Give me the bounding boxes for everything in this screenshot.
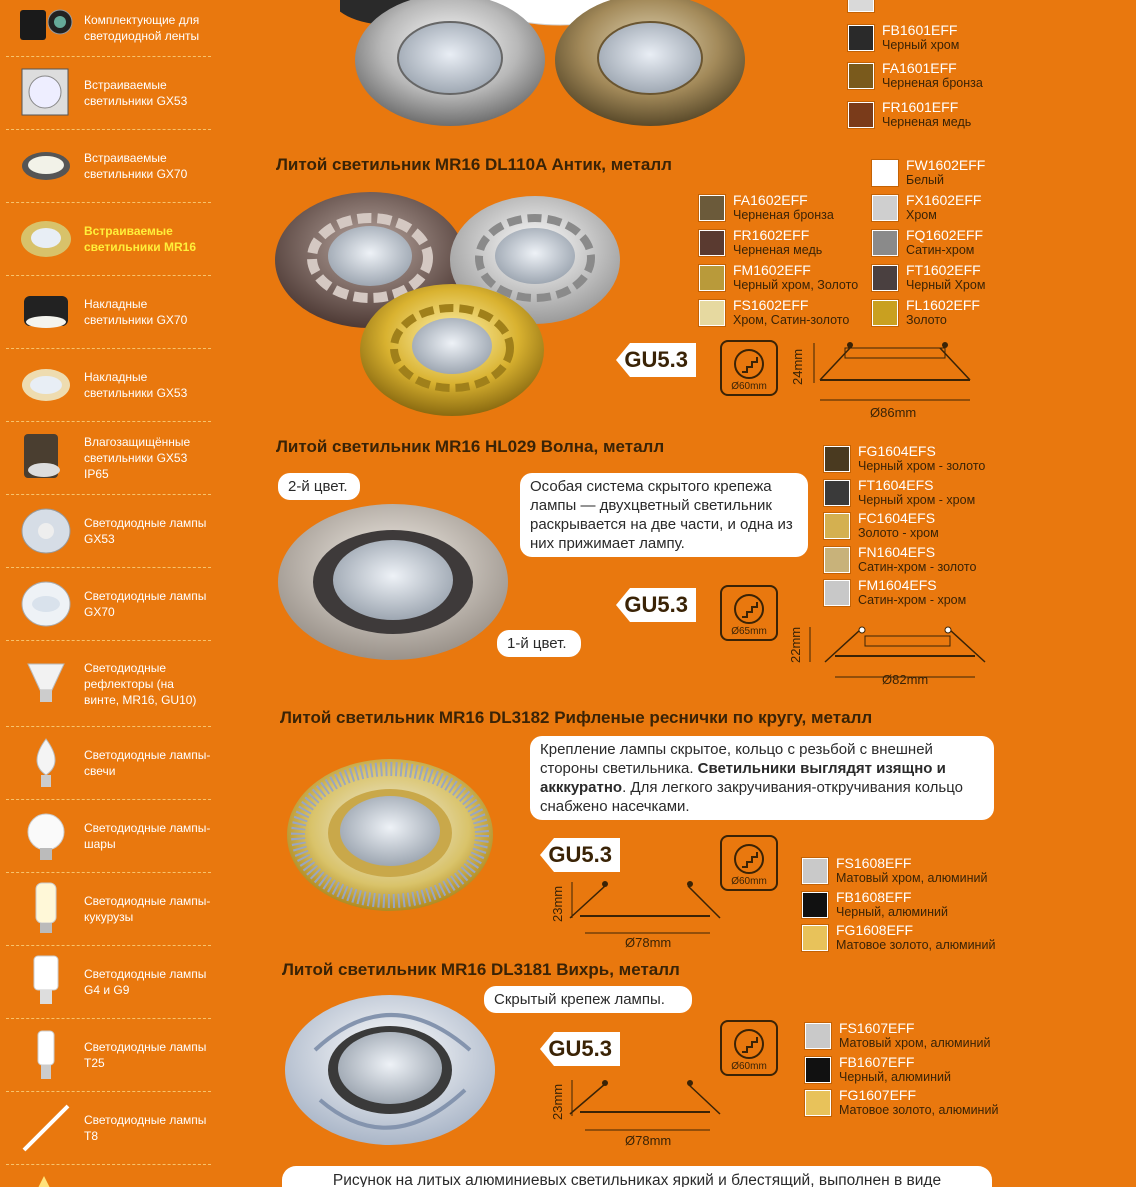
gx70-lamp-icon bbox=[14, 576, 78, 632]
color-code: FG1607EFF bbox=[839, 1087, 917, 1103]
color-name: Черный, алюминий bbox=[836, 904, 948, 919]
callout-mount-info: Особая система скрытого крепежа лампы — двухцветный светильник раскрывается на две части, и одна из них прижимает лампу. bbox=[520, 473, 808, 557]
socket-badge bbox=[616, 343, 696, 377]
color-code: FM1604EFS bbox=[858, 577, 937, 593]
color-swatch bbox=[802, 858, 828, 884]
color-code: FL1602EFF bbox=[906, 297, 980, 313]
cutout-stairs-icon bbox=[722, 589, 776, 629]
color-name: Матовое золото, алюминий bbox=[836, 938, 996, 952]
sidebar-item-label: Светодиодные лампы T8 bbox=[84, 1113, 207, 1143]
color-swatch bbox=[824, 580, 850, 606]
socket-label: GU5.3 bbox=[548, 1036, 612, 1061]
sidebar-item[interactable] bbox=[6, 641, 211, 727]
color-name: Белый bbox=[906, 173, 945, 187]
color-name: Сатин-хром - золото bbox=[858, 559, 977, 574]
color-code: FA1601EFF bbox=[882, 60, 957, 76]
socket-label: GU5.3 bbox=[548, 842, 612, 867]
color-swatch bbox=[699, 195, 725, 221]
color-option[interactable] bbox=[802, 923, 995, 953]
color-option[interactable] bbox=[872, 263, 985, 293]
sidebar-item-label: Накладные светильники GX53 bbox=[84, 370, 188, 400]
sidebar-item-label: Встраиваемые светильники MR16 bbox=[84, 224, 197, 254]
sidebar-item-label: Светодиодные лампы-кукурузы bbox=[84, 894, 211, 924]
product-image-dl3181[interactable] bbox=[285, 990, 500, 1150]
color-option[interactable] bbox=[802, 856, 987, 886]
globe-lamp-icon bbox=[14, 808, 78, 864]
color-option[interactable] bbox=[824, 444, 985, 474]
sidebar-item-label: Светодиодные лампы-свечи bbox=[84, 748, 211, 778]
color-code: FB1608EFF bbox=[836, 888, 912, 905]
socket-badge bbox=[540, 1032, 620, 1066]
color-name: Матовое золото, алюминий bbox=[839, 1103, 999, 1117]
product-image-dl1601[interactable] bbox=[340, 0, 760, 130]
socket-label: GU5.3 bbox=[624, 347, 688, 372]
diameter-label: Ø82mm bbox=[882, 672, 929, 687]
color-option[interactable] bbox=[824, 578, 966, 608]
color-swatch bbox=[824, 446, 850, 472]
color-name: Черный хром bbox=[882, 37, 960, 52]
cutout-icon bbox=[720, 1020, 778, 1076]
color-swatch bbox=[802, 892, 828, 918]
color-name: Черненая бронза bbox=[733, 208, 834, 222]
sidebar-item-label: Накладные светильники GX70 bbox=[84, 297, 188, 327]
t25-lamp-icon bbox=[14, 1027, 78, 1083]
color-option[interactable] bbox=[699, 228, 822, 258]
gx70-recessed-icon bbox=[14, 138, 78, 194]
color-swatch bbox=[805, 1057, 831, 1083]
color-option[interactable] bbox=[699, 298, 849, 328]
color-swatch bbox=[824, 547, 850, 573]
color-name: Черный хром - хром bbox=[858, 492, 976, 507]
color-code: FW1602EFF bbox=[906, 157, 986, 173]
color-option[interactable] bbox=[848, 23, 959, 53]
color-option[interactable] bbox=[848, 0, 913, 12]
sidebar-item[interactable] bbox=[6, 568, 211, 641]
color-code: FG1604EFS bbox=[858, 443, 936, 459]
color-option[interactable] bbox=[872, 193, 981, 223]
color-option[interactable] bbox=[824, 545, 976, 575]
color-name: Сатин-хром bbox=[906, 243, 975, 257]
sidebar-item-label: Светодиодные лампы GX70 bbox=[84, 589, 207, 619]
product-image-dl3182[interactable] bbox=[285, 755, 500, 915]
color-swatch bbox=[872, 230, 898, 256]
height-label: 23mm bbox=[550, 1083, 565, 1120]
sidebar-item[interactable] bbox=[6, 0, 211, 57]
t8-lamp-icon bbox=[14, 1100, 78, 1156]
color-name: Матовый хром, алюминий bbox=[836, 871, 988, 885]
color-name: Черный Хром bbox=[906, 278, 986, 292]
sidebar-item[interactable] bbox=[6, 800, 211, 873]
sidebar-item[interactable] bbox=[6, 203, 211, 276]
sidebar-item-label: Светодиодные лампы GX53 bbox=[84, 516, 207, 546]
color-code: FR1602EFF bbox=[733, 227, 810, 243]
color-option[interactable] bbox=[805, 1088, 998, 1118]
corn-lamp-icon bbox=[14, 881, 78, 937]
color-swatch bbox=[805, 1023, 831, 1049]
height-label: 24mm bbox=[790, 348, 805, 385]
sidebar-item-label: Светодиодные лампы T25 bbox=[84, 1040, 207, 1070]
cutout-diameter: Ø65mm bbox=[731, 626, 767, 637]
socket-label: GU5.3 bbox=[624, 592, 688, 617]
cutout-icon bbox=[720, 340, 778, 396]
product-title: Литой светильник MR16 DL3182 Рифленые реснички по кругу, металл bbox=[280, 708, 873, 727]
color-option[interactable] bbox=[699, 193, 834, 223]
color-code: FS1608EFF bbox=[836, 855, 912, 871]
sidebar-item-label: Встраиваемые светильники GX70 bbox=[84, 151, 188, 181]
sidebar-item[interactable] bbox=[6, 1019, 211, 1092]
color-code: FM1602EFF bbox=[733, 262, 811, 278]
color-name: Хром, Сатин-золото bbox=[733, 313, 850, 327]
color-option[interactable] bbox=[805, 1055, 951, 1085]
color-option[interactable] bbox=[872, 158, 985, 188]
color-swatch bbox=[848, 102, 874, 128]
color-name: Черный хром - золото bbox=[858, 459, 986, 473]
sidebar-item-label: Комплектующие для светодиодной ленты bbox=[84, 13, 200, 43]
reflector-icon bbox=[14, 656, 78, 712]
color-option[interactable] bbox=[805, 1021, 990, 1051]
sidebar-item-label: Влагозащищённые светильники GX53 IP65 bbox=[84, 435, 191, 481]
candle-lamp-icon bbox=[14, 735, 78, 791]
sidebar-item[interactable] bbox=[6, 1092, 211, 1165]
color-name: Матовый хром, алюминий bbox=[839, 1036, 991, 1050]
color-code: FX1602EFF bbox=[906, 192, 982, 208]
color-code: FB1601EFF bbox=[882, 21, 958, 38]
color-option[interactable] bbox=[848, 61, 983, 91]
color-code: FC1604EFS bbox=[858, 510, 936, 526]
product-title: Литой светильник MR16 DL110A Антик, металл bbox=[276, 155, 672, 174]
diameter-label: Ø78mm bbox=[625, 935, 672, 950]
sidebar-item[interactable] bbox=[6, 873, 211, 946]
sidebar-item[interactable] bbox=[6, 422, 211, 495]
color-swatch bbox=[699, 300, 725, 326]
product-image-dl110a[interactable] bbox=[270, 180, 620, 420]
callout-text: . Для легкого закручивания-откручивания кольцо снабжено насечками. bbox=[540, 779, 963, 815]
color-swatch bbox=[824, 480, 850, 506]
color-option[interactable] bbox=[872, 298, 980, 328]
color-code: FT1604EFS bbox=[858, 476, 934, 493]
sidebar-item[interactable] bbox=[6, 349, 211, 422]
height-label: 23mm bbox=[550, 885, 565, 922]
color-option[interactable] bbox=[824, 511, 939, 541]
color-option[interactable] bbox=[848, 100, 971, 130]
callout-color1: 1-й цвет. bbox=[497, 630, 581, 657]
color-code: FA1602EFF bbox=[733, 192, 808, 208]
gx70-surface-icon bbox=[14, 284, 78, 340]
gx53-recessed-icon bbox=[14, 65, 78, 121]
color-swatch bbox=[699, 265, 725, 291]
color-code: FS1607EFF bbox=[839, 1020, 915, 1036]
sidebar-item[interactable] bbox=[6, 946, 211, 1019]
bulb-icon bbox=[34, 1175, 54, 1187]
cutout-icon bbox=[720, 585, 778, 641]
color-code: FS1602EFF bbox=[733, 297, 809, 313]
sidebar-item[interactable] bbox=[6, 727, 211, 800]
color-swatch bbox=[848, 0, 874, 12]
gx53-lamp-icon bbox=[14, 503, 78, 559]
color-swatch bbox=[802, 925, 828, 951]
color-name: Черный, алюминий bbox=[839, 1069, 951, 1084]
g4-lamp-icon bbox=[14, 954, 78, 1010]
color-option[interactable] bbox=[699, 263, 858, 293]
color-swatch bbox=[824, 513, 850, 539]
controller-icon bbox=[14, 0, 78, 56]
sidebar-item[interactable] bbox=[6, 276, 211, 349]
color-name: Черненая медь bbox=[733, 243, 823, 257]
sidebar-item-label: Светодиодные лампы G4 и G9 bbox=[84, 967, 207, 997]
sidebar-item-label: Встраиваемые светильники GX53 bbox=[84, 78, 188, 108]
footer-note: Рисунок на литых алюминиевых светильниках яркий и блестящий, выполнен в виде bbox=[282, 1166, 992, 1187]
color-swatch bbox=[872, 265, 898, 291]
color-swatch bbox=[848, 63, 874, 89]
cutout-diameter: Ø60mm bbox=[731, 1061, 767, 1072]
color-name: Черненая бронза bbox=[882, 76, 983, 90]
diameter-label: Ø86mm bbox=[870, 405, 917, 420]
color-code: FG1608EFF bbox=[836, 922, 914, 938]
color-name: Хром bbox=[906, 208, 937, 222]
callout-text: Крепление лампы скрытое, кольцо с резьбой с внешней стороны светильника. bbox=[540, 741, 933, 777]
color-swatch bbox=[872, 160, 898, 186]
callout-mount-info: Скрытый крепеж лампы. bbox=[484, 986, 692, 1013]
dimension-drawing bbox=[560, 1078, 725, 1138]
color-code: FB1607EFF bbox=[839, 1053, 915, 1070]
product-title: Литой светильник MR16 DL3181 Вихрь, металл bbox=[282, 960, 680, 979]
height-label: 22mm bbox=[788, 626, 803, 663]
socket-badge bbox=[616, 588, 696, 622]
cutout-stairs-icon bbox=[722, 344, 776, 384]
color-swatch bbox=[872, 195, 898, 221]
callout-bold-text: Светильники выглядят изящно и акккуратно bbox=[540, 760, 946, 796]
color-name: Золото - хром bbox=[858, 526, 939, 540]
color-swatch bbox=[805, 1090, 831, 1116]
cutout-diameter: Ø60mm bbox=[731, 381, 767, 392]
ip65-icon bbox=[14, 430, 78, 486]
color-code: FR1601EFF bbox=[882, 98, 959, 115]
color-name: Золото bbox=[906, 313, 947, 327]
color-name: Черненая медь bbox=[882, 114, 972, 129]
callout-mount-info bbox=[530, 736, 994, 820]
color-code: FN1604EFS bbox=[858, 543, 936, 560]
sidebar-item[interactable] bbox=[6, 495, 211, 568]
diameter-label: Ø78mm bbox=[625, 1133, 672, 1148]
dimension-drawing bbox=[560, 878, 725, 943]
mr16-recessed-icon bbox=[14, 211, 78, 267]
gx53-surface-icon bbox=[14, 357, 78, 413]
product-image-hl029[interactable] bbox=[275, 500, 525, 665]
sidebar-item[interactable] bbox=[6, 57, 211, 130]
cutout-diameter: Ø60mm bbox=[731, 876, 767, 887]
color-code: FQ1602EFF bbox=[906, 227, 984, 243]
cutout-icon bbox=[720, 835, 778, 891]
color-name: Сатин-хром - хром bbox=[858, 593, 967, 607]
color-name: Черный хром, Золото bbox=[733, 278, 859, 292]
callout-color2: 2-й цвет. bbox=[278, 473, 360, 500]
cutout-stairs-icon bbox=[722, 839, 776, 879]
color-swatch bbox=[699, 230, 725, 256]
cutout-stairs-icon bbox=[722, 1024, 776, 1064]
sidebar-nav bbox=[0, 0, 215, 1187]
sidebar-item-label: Светодиодные рефлекторы (на винте, MR16, GU10) bbox=[84, 660, 197, 707]
color-option[interactable] bbox=[872, 228, 983, 258]
color-swatch bbox=[848, 25, 874, 51]
socket-badge bbox=[540, 838, 620, 872]
sidebar-item-label: Светодиодные лампы-шары bbox=[84, 821, 211, 851]
product-title: Литой светильник MR16 HL029 Волна, металл bbox=[276, 437, 665, 456]
color-swatch bbox=[872, 300, 898, 326]
color-code: FT1602EFF bbox=[906, 262, 981, 278]
color-option[interactable] bbox=[824, 478, 975, 508]
sidebar-item[interactable] bbox=[6, 130, 211, 203]
color-option[interactable] bbox=[802, 890, 948, 920]
